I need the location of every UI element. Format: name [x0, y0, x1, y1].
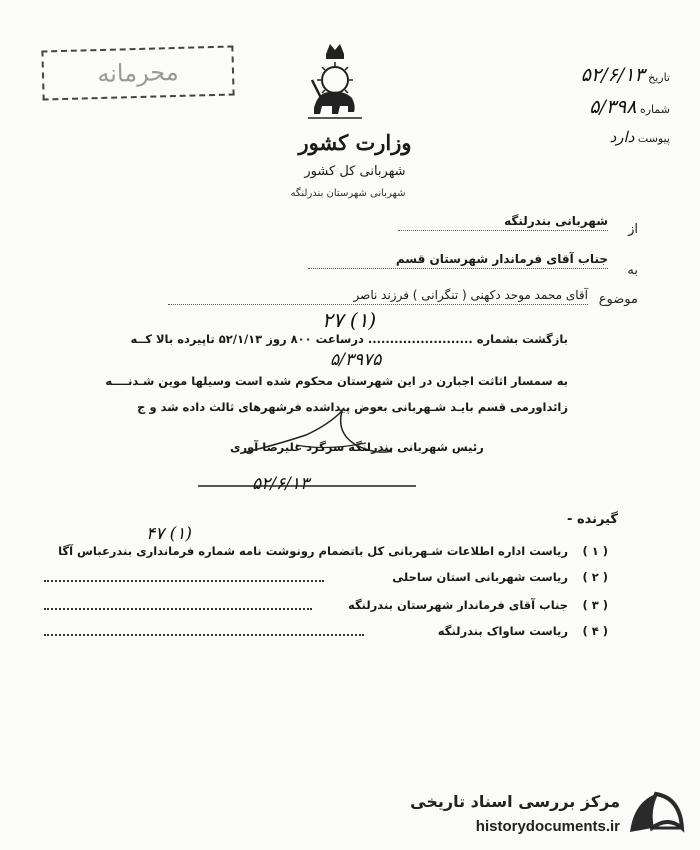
footer-org-name: مرکز بررسی اسناد تاریخی	[410, 792, 620, 811]
number-value: ۵/۳۹۸	[589, 96, 637, 118]
recipient-2-dots	[44, 580, 324, 582]
recipient-item-1-text: ریاست اداره اطلاعات شـهربانی کل باتضمام رونوشت نامه شماره فرمانداری بندرعباس آگا	[58, 544, 568, 558]
body-handwritten-ref-2: ۵/۳۹۷۵	[330, 350, 382, 370]
body-line-1: بازگشت بشماره ........................ درساعت ۸۰۰ روز ۵۲/۱/۱۳ تاپیرده بالا کــه	[130, 332, 568, 346]
branch-title: شهربانی شهرستان بندرلنگه	[290, 188, 406, 199]
archive-logo-icon	[626, 788, 686, 838]
recipient-item-4-num: ( ۴ )	[582, 624, 608, 638]
subject-label: موضوع	[598, 292, 638, 307]
recipient-item-2-num: ( ۲ )	[582, 570, 608, 584]
date-row	[520, 64, 670, 86]
attachment-row	[520, 128, 670, 146]
recipients-handwritten-ref: ۴۷ (۱)	[146, 524, 193, 544]
number-label: شماره	[639, 103, 670, 116]
footer-url[interactable]: historydocuments.ir	[475, 818, 620, 835]
to-label: به	[627, 263, 638, 278]
signature-underline	[196, 478, 418, 492]
attachment-value: دارد	[609, 128, 635, 146]
subject-value: آقای محمد موحد دکهنی ( تنگرانی ) فرزند ناصر	[168, 288, 588, 305]
recipient-item-3-num: ( ۳ )	[582, 598, 608, 612]
attachment-label: پیوست	[637, 132, 670, 145]
recipients-heading: گیرنده -	[567, 512, 618, 527]
recipient-item-2-text: ریاست شهربانی استان ساحلی	[392, 570, 568, 584]
body-line-2: به سمسار اثاثت اجبارن در این شهرستان محکوم شده است وسیلها موین شـدنــــه	[105, 374, 568, 388]
lion-and-sun-emblem-icon	[304, 40, 366, 120]
to-value: جناب آقای فرماندار شهرستان قسم	[308, 252, 608, 269]
recipient-item-3-text: جناب آقای فرماندار شهرستان بندرلنگه	[348, 598, 568, 612]
signature-handwritten-date: ۵۲/۶/۱۳	[252, 474, 310, 494]
signature-scribble-icon	[236, 405, 396, 465]
number-row	[520, 96, 670, 118]
recipient-3-dots	[44, 608, 312, 610]
body-handwritten-ref: ۲۷ (۱)	[322, 308, 377, 332]
classification-stamp	[41, 45, 234, 100]
from-value: شهربانی بندرلنگه	[398, 214, 608, 231]
date-value: ۵۲/۶/۱۳	[580, 64, 645, 86]
department-title: شهربانی کل کشور	[304, 164, 406, 179]
date-label: تاریخ	[648, 71, 670, 84]
recipient-4-dots	[44, 634, 364, 636]
signature-title: رئیس شهربانی بندرلنگه سرگرد علیرضا آوری	[230, 440, 484, 454]
body-line-3: زائداورمی قسم بایـد شـهربانی بعوض پیداشده فرشهرهای ثالث داده شد و ج	[137, 400, 568, 414]
recipient-item-4-text: ریاست ساواک بندرلنگه	[437, 624, 568, 638]
recipient-item-1-num: ( ۱ )	[582, 544, 608, 558]
ministry-title: وزارت کشور	[298, 130, 412, 155]
from-label: از	[628, 222, 638, 237]
stamp-text: محرمانه	[96, 57, 180, 89]
